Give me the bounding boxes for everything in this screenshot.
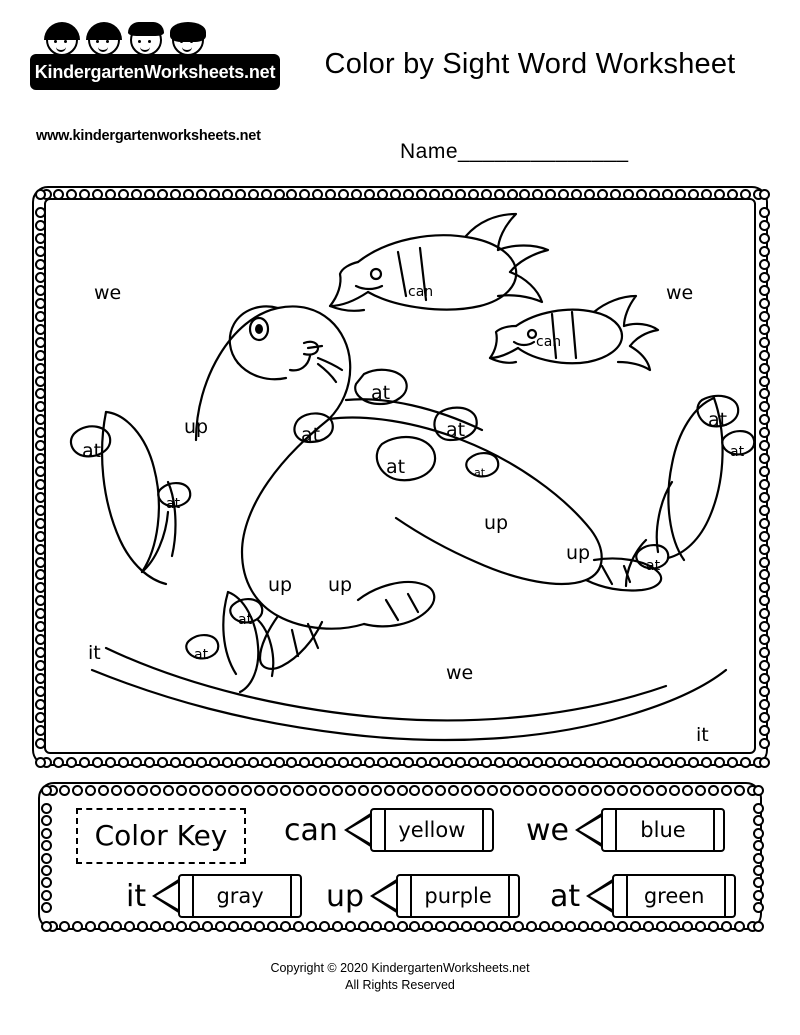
crayon-tip-icon xyxy=(586,878,614,914)
color-key-item-it xyxy=(126,874,302,918)
sight-word-label: we xyxy=(94,282,122,304)
crayon-icon xyxy=(586,874,736,918)
sight-word-label: at xyxy=(82,440,102,462)
color-key-title-box xyxy=(76,808,246,864)
sight-word-label: up xyxy=(566,542,591,564)
crayon-icon xyxy=(370,874,520,918)
sight-word-label: at xyxy=(166,496,181,512)
coloring-picture-artwork xyxy=(46,200,754,752)
color-key-item-at xyxy=(550,874,736,918)
color-key-item-up xyxy=(326,874,520,918)
crayon-color-label: green xyxy=(643,884,705,908)
sight-word-label: up xyxy=(184,416,209,438)
coloring-picture-inner-border xyxy=(44,198,756,754)
sight-word-label: at xyxy=(371,382,391,404)
sight-word-label: at xyxy=(646,558,661,574)
color-key-item-we xyxy=(526,808,725,852)
crayon-tip-icon xyxy=(370,878,398,914)
color-key-content xyxy=(48,792,752,920)
page-footer xyxy=(0,960,800,994)
logo-text: KindergartenWorksheets.net xyxy=(34,62,276,82)
sight-word-label: we xyxy=(446,662,474,684)
sight-word-label: at xyxy=(708,409,728,431)
sight-word-label: up xyxy=(328,574,353,596)
crayon-color-label: gray xyxy=(216,884,264,908)
sight-word-label: at xyxy=(386,456,406,478)
crayon-color-label: blue xyxy=(640,818,686,842)
site-url: www.kindergartenworksheets.net xyxy=(36,128,261,144)
sight-word-label: we xyxy=(666,282,694,304)
color-key-word: up xyxy=(326,878,365,914)
sight-word-label: at xyxy=(301,424,321,446)
sight-word-label: at xyxy=(194,647,209,663)
logo-wordmark xyxy=(30,54,280,90)
color-key-title: Color Key xyxy=(94,819,228,852)
crayon-icon xyxy=(575,808,725,852)
sight-word-label: at xyxy=(446,419,466,441)
color-key-word: we xyxy=(526,812,569,848)
color-key-frame xyxy=(38,782,762,930)
color-key-word: at xyxy=(550,878,581,914)
site-logo[interactable] xyxy=(30,22,280,104)
color-key-word: it xyxy=(126,878,147,914)
rights-text: All Rights Reserved xyxy=(345,978,455,992)
sight-word-label: can xyxy=(536,334,562,350)
crayon-color-label: yellow xyxy=(398,818,466,842)
name-field-label: Name______________ xyxy=(400,140,629,163)
sight-word-label: at xyxy=(730,444,745,460)
sight-word-label: can xyxy=(408,284,434,300)
color-key-item-can xyxy=(284,808,494,852)
crayon-color-label: purple xyxy=(424,884,492,908)
crayon-tip-icon xyxy=(344,812,372,848)
sight-word-label: up xyxy=(268,574,293,596)
page-title: Color by Sight Word Worksheet xyxy=(324,48,736,80)
page-header xyxy=(0,0,800,163)
copyright-text: Copyright © 2020 KindergartenWorksheets.net xyxy=(270,961,530,975)
crayon-icon xyxy=(344,808,494,852)
color-key-word: can xyxy=(284,812,338,848)
coloring-picture-frame xyxy=(32,186,768,766)
sight-word-label: it xyxy=(696,724,709,746)
sight-word-label: at xyxy=(238,612,253,628)
sight-word-label: up xyxy=(484,512,509,534)
crayon-icon xyxy=(152,874,302,918)
crayon-tip-icon xyxy=(152,878,180,914)
sight-word-label: at xyxy=(474,466,486,479)
sight-word-label: it xyxy=(88,642,101,664)
crayon-tip-icon xyxy=(575,812,603,848)
